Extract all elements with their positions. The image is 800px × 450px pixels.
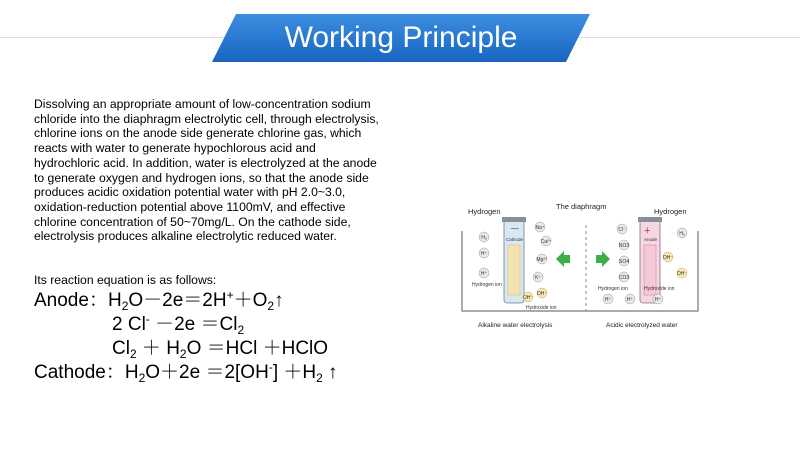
eq-part: ＋ H — [136, 338, 180, 359]
cathode-equation — [34, 362, 338, 384]
eq-subscript: 2 — [237, 323, 245, 337]
anode-cap — [638, 217, 662, 222]
ion-hplus-label: H⁺ — [654, 297, 662, 303]
cathode-minus-sign: — — [511, 224, 519, 233]
anode-label: Anode： — [34, 290, 108, 311]
caption-acidic: Acidic electrolyzed water — [606, 322, 678, 329]
eq-subscript: 2 — [138, 371, 146, 385]
eq-part: ＋O — [233, 290, 268, 311]
eq-part: 2 Cl — [112, 314, 146, 335]
ion-oh-label: OH⁻ — [676, 271, 688, 277]
eq-subscript: 2 — [179, 347, 187, 361]
ion-h2-label: H₂ — [481, 235, 487, 241]
eq-subscript: 2 — [129, 347, 137, 361]
page-title: Working Principle — [284, 21, 518, 54]
eq-part: ↑ — [322, 362, 338, 383]
ion-oh-label: OH⁻ — [522, 295, 534, 301]
hydrogen-label-left: Hydrogen — [468, 207, 501, 216]
ion-ca-label: Ca²⁺ — [540, 239, 552, 245]
ion-oh-label: OH⁻ — [662, 255, 674, 261]
cathode-cap — [502, 217, 526, 222]
ion-hplus-label: H⁺ — [480, 251, 488, 257]
hydrogen-ion-label-left: Hydrogen ion — [472, 282, 502, 288]
eq-part: ] ＋H — [272, 362, 317, 383]
eq-part: O－2e＝2H — [128, 290, 227, 311]
anode-equation-1 — [34, 290, 284, 312]
ion-hplus-label: H⁺ — [480, 271, 488, 277]
ion-mg-label: Mg²⁺ — [536, 257, 548, 263]
hydrogen-label-right: Hydrogen — [654, 207, 687, 216]
equation-intro: Its reaction equation is as follows: — [34, 273, 217, 287]
ion-k-label: K⁺ — [535, 275, 541, 281]
eq-subscript: 2 — [267, 299, 275, 313]
anode-label: Anode — [644, 237, 658, 242]
eq-superscript: - — [145, 312, 150, 326]
eq-superscript: - — [268, 360, 273, 374]
eq-part: Cl — [112, 338, 130, 359]
ion-na-label: Na⁺ — [535, 225, 545, 231]
ion-co3-label: CO3 — [618, 275, 630, 281]
hydrogen-ion-label-right: Hydrogen ion — [598, 286, 628, 292]
ion-h2-label: H₂ — [679, 231, 685, 237]
electrolysis-diagram — [458, 193, 702, 337]
title-banner — [212, 14, 590, 62]
anode-equation-2 — [112, 314, 244, 336]
eq-part: H — [107, 290, 122, 311]
eq-part: ↑ — [274, 290, 284, 311]
eq-subscript: 2 — [316, 371, 323, 385]
left-arrow-icon — [556, 251, 570, 267]
eq-part: O＋2e ＝2[OH — [145, 362, 269, 383]
eq-part: H — [124, 362, 139, 383]
right-arrow-icon — [596, 251, 610, 267]
anode-equation-3 — [112, 338, 328, 360]
anode-plus-sign: + — [644, 225, 651, 237]
cathode-electrode — [508, 245, 520, 295]
eq-subscript: 2 — [121, 299, 129, 313]
caption-alkaline: Alkaline water electrolysis — [478, 322, 553, 329]
hydroxide-ion-label-right: Hydroxide ion — [644, 286, 675, 292]
ion-cl-label: Cl⁻ — [618, 227, 626, 233]
hydroxide-ion-label-left: Hydroxide ion — [526, 305, 557, 311]
cathode-label: Cathode — [506, 237, 524, 242]
ion-so4-label: SO4 — [618, 259, 630, 265]
cathode-label: Cathode： — [34, 362, 125, 383]
eq-part: O ＝HCl ＋HClO — [186, 338, 329, 359]
eq-part: －2e ＝Cl — [149, 314, 238, 335]
eq-superscript: + — [226, 288, 234, 302]
diaphragm-label: The diaphragm — [556, 202, 607, 211]
ion-hplus-label: H⁺ — [604, 297, 612, 303]
ion-no3-label: NO3 — [618, 243, 630, 249]
description-paragraph: Dissolving an appropriate amount of low-concentration sodium chloride into the diaphragm electrolytic cell, through electrolysis, chlorine ions on the anode side generate chlorine gas, which reacts with water to generate hypochlorous acid and hydrochloric acid. In addition, water is electrolyzed at the anode to generate oxygen and hydrogen ions, so that the anode side produces acidic oxidation potential water with pH 2.0~3.0, oxidation-reduction potential above 1100mV, and effective chlorine concentration of 50~70mg/L. On the cathode side, electrolysis produces alkaline electrolytic reduced water. — [34, 97, 379, 244]
ion-hplus-label: H⁺ — [626, 297, 634, 303]
ion-oh-label: OH⁻ — [536, 291, 548, 297]
